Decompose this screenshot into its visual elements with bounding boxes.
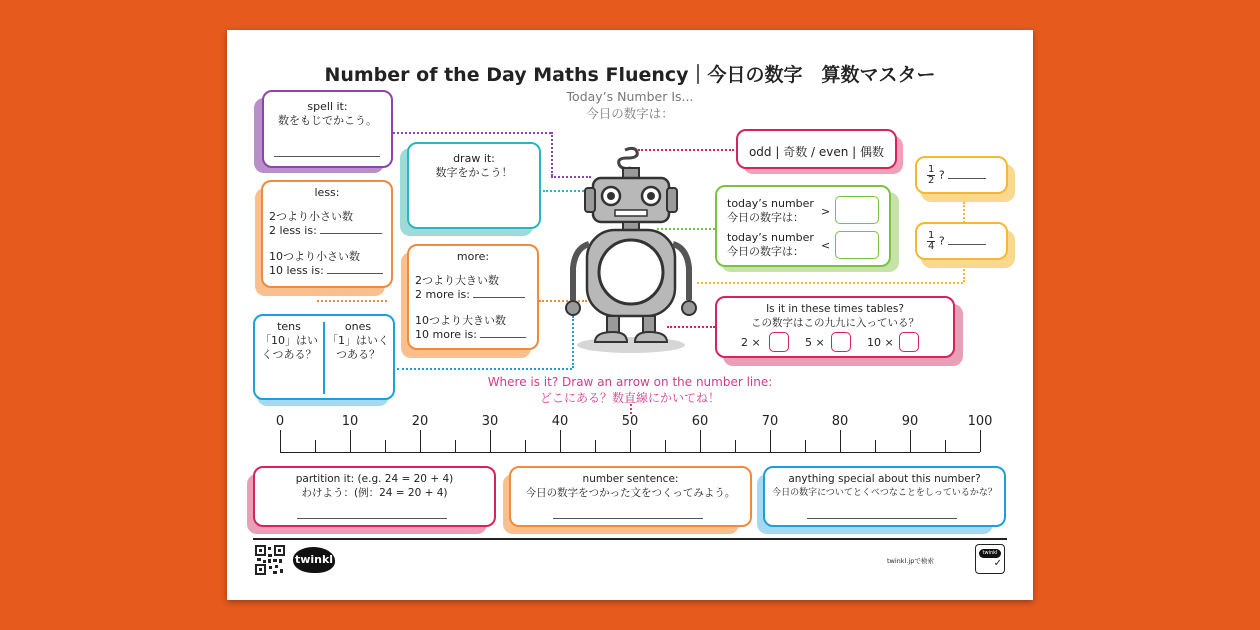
number-line-minor-tick — [665, 440, 666, 452]
sentence-en: number sentence: — [582, 473, 679, 485]
number-line-major-tick — [980, 430, 981, 452]
number-line-major-tick — [840, 430, 841, 452]
partition-answer[interactable] — [297, 518, 447, 519]
half-num: 1 — [928, 164, 935, 175]
sentence-box — [509, 466, 752, 527]
number-line-minor-tick — [735, 440, 736, 452]
quarter-num: 1 — [928, 230, 935, 241]
tens-ja1: 「10」はい — [260, 334, 318, 347]
subtitle-en: Today’s Number Is... — [566, 89, 694, 104]
special-en: anything special about this number? — [788, 473, 981, 485]
half-den: 2 — [928, 175, 935, 186]
more-line4: 10 more is: — [415, 328, 477, 341]
number-line-minor-tick — [315, 440, 316, 452]
number-line-label: 40 — [551, 414, 569, 429]
page-title: Number of the Day Maths Fluency｜今日の数字 算数マスター — [324, 64, 936, 86]
number-line-label: 20 — [411, 414, 429, 429]
number-line-major-tick — [560, 430, 561, 452]
sentence-answer[interactable] — [553, 518, 703, 519]
less-line1: 2つより小さい数 — [269, 210, 353, 223]
compare-l1ja: 今日の数字は： — [727, 211, 804, 224]
more-title: more: — [456, 250, 490, 263]
number-line-major-tick — [770, 430, 771, 452]
number-line-label: 30 — [481, 414, 499, 429]
number-line-major-tick — [630, 430, 631, 452]
number-line-minor-tick — [385, 440, 386, 452]
number-line-minor-tick — [525, 440, 526, 452]
number-line-label: 60 — [691, 414, 709, 429]
more-line2: 2 more is: — [415, 288, 470, 301]
tens-label: tens — [277, 320, 301, 333]
times-10-label: 10 × — [867, 336, 894, 349]
number-line-major-tick — [910, 430, 911, 452]
number-line-minor-tick — [945, 440, 946, 452]
number-line-major-tick — [350, 430, 351, 452]
compare-l2ja: 今日の数字は： — [727, 245, 804, 258]
number-line-minor-tick — [595, 440, 596, 452]
less-line2: 2 less is: — [269, 224, 317, 237]
number-line-label: 90 — [901, 414, 919, 429]
odd-even-text: odd | 奇数 / even | 偶数 — [748, 145, 885, 159]
qr-code-icon[interactable] — [255, 545, 285, 575]
quarter-q: ? — [938, 234, 945, 248]
times-2-label: 2 × — [741, 336, 761, 349]
quarter-den: 4 — [928, 241, 935, 252]
less-line4: 10 less is: — [269, 264, 324, 277]
twinkl-logo: twinkl — [293, 547, 335, 573]
number-line-major-tick — [700, 430, 701, 452]
partition-ja: わけよう：(例：24 = 20 + 4) — [301, 487, 448, 499]
partition-en: partition it: (e.g. 24 = 20 + 4) — [295, 473, 454, 485]
number-line-minor-tick — [805, 440, 806, 452]
special-box — [763, 466, 1006, 527]
number-line-label: 70 — [761, 414, 779, 429]
number-line-title-en: Where is it? Draw an arrow on the number line: — [487, 375, 773, 389]
less-line3: 10つより小さい数 — [269, 250, 360, 263]
quality-badge — [975, 544, 1005, 574]
worksheet — [227, 30, 1033, 600]
sentence-ja: 今日の数字をつかった文をつくってみよう。 — [525, 487, 736, 499]
number-line-label: 100 — [967, 414, 993, 429]
times-ja: この数字はこの九九に入っている？ — [751, 317, 919, 329]
draw-label: draw it: — [453, 152, 495, 165]
number-line-minor-tick — [455, 440, 456, 452]
tens-ja2: くつある？ — [261, 348, 317, 361]
subtitle-ja: 今日の数字は： — [586, 106, 674, 121]
check-icon: ✓ — [993, 558, 1002, 569]
spell-label-ja: 数をもじでかこう。 — [278, 114, 377, 127]
half-q: ? — [938, 168, 945, 182]
footer-rule — [253, 538, 1007, 540]
more-line3: 10つより大きい数 — [415, 314, 506, 327]
compare-l1: today’s number — [727, 197, 814, 210]
draw-label-ja: 数字をかこう！ — [435, 166, 513, 179]
ones-ja1: 「1」はいく — [327, 334, 389, 347]
number-line-label: 0 — [275, 414, 285, 429]
badge-logo: twinkl — [979, 549, 1001, 558]
number-line-label: 10 — [341, 414, 359, 429]
number-line-title-ja: どこにある？数直線にかいてね！ — [539, 391, 720, 405]
spell-label: spell it: — [307, 100, 348, 113]
more-line1: 2つより大きい数 — [415, 274, 499, 287]
number-line-minor-tick — [875, 440, 876, 452]
compare-sym1: > — [821, 205, 831, 218]
number-line-major-tick — [280, 430, 281, 452]
special-answer[interactable] — [807, 518, 957, 519]
times-5-label: 5 × — [805, 336, 825, 349]
number-line-major-tick — [420, 430, 421, 452]
times-en: Is it in these times tables? — [766, 303, 904, 315]
compare-sym2: < — [821, 239, 831, 252]
special-ja: 今日の数字についてとくべつなことをしっているかな？ — [772, 488, 997, 498]
less-title: less: — [314, 186, 340, 199]
number-line-label: 80 — [831, 414, 849, 429]
ones-label: ones — [344, 320, 372, 333]
ones-ja2: つある？ — [336, 348, 380, 361]
number-line-major-tick — [490, 430, 491, 452]
number-line-axis — [280, 452, 980, 453]
compare-l2: today’s number — [727, 231, 814, 244]
number-line-label: 50 — [621, 414, 639, 429]
search-hint: twinkl.jpで検索 — [887, 557, 934, 565]
partition-box — [253, 466, 496, 527]
